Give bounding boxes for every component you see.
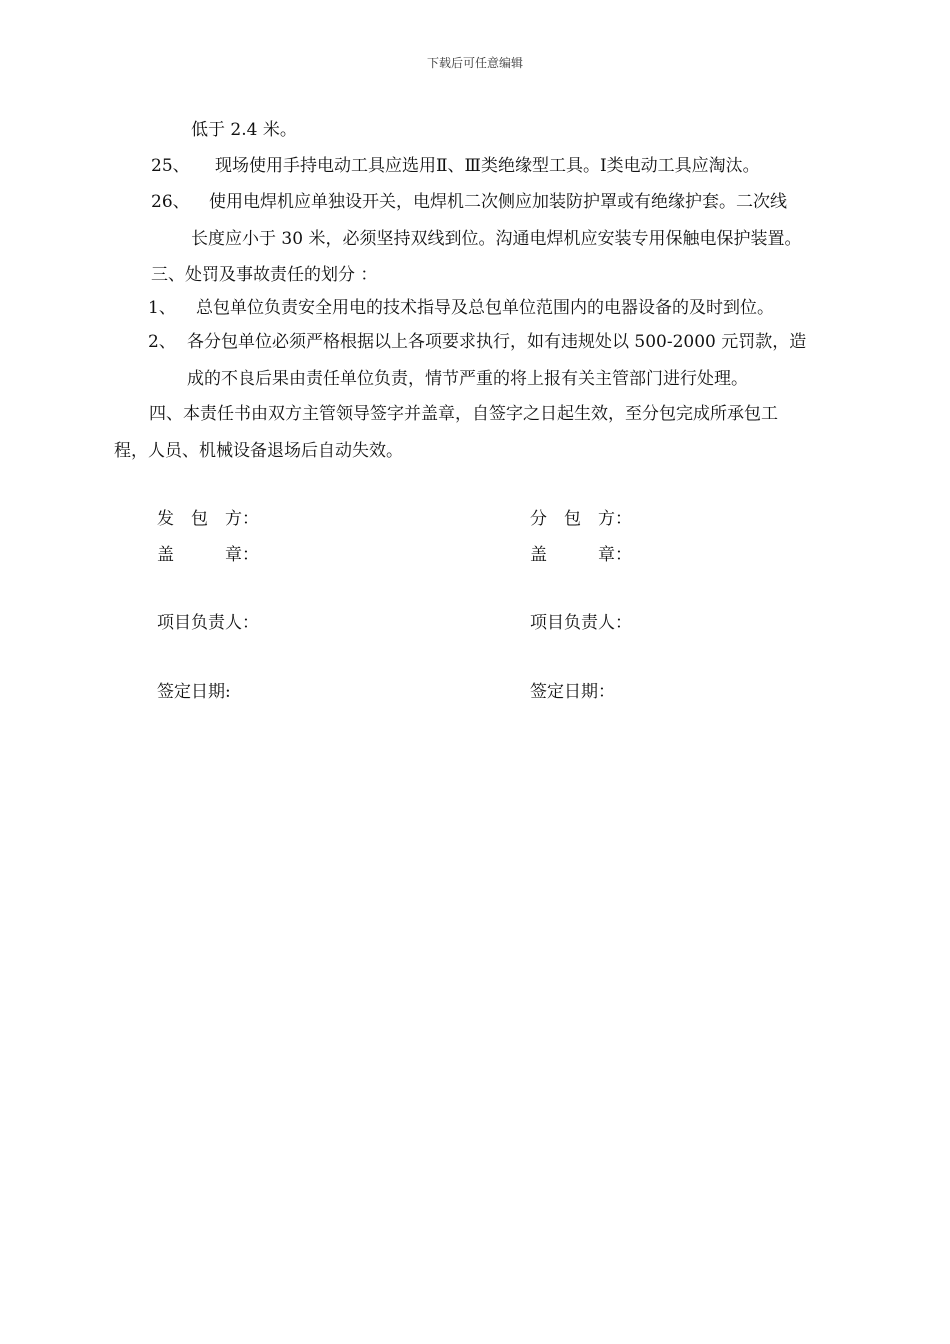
item-25-number: 25、 — [151, 156, 190, 176]
right-date-label: 签定日期： — [530, 682, 615, 702]
item-26-text-line2: 长度应小于 30 米，必须坚持双线到位。沟通电焊机应安装专用保触电保护装置。 — [191, 229, 802, 249]
item-25-text: 现场使用手持电动工具应选用Ⅱ、Ⅲ类绝缘型工具。Ⅰ类电动工具应淘汰。 — [215, 156, 760, 176]
left-date-label: 签定日期: — [157, 682, 231, 702]
left-party-label: 发 包 方： — [157, 509, 259, 529]
section-3-item-2-text-line2: 成的不良后果由责任单位负责，情节严重的将上报有关主管部门进行处理。 — [187, 369, 748, 389]
section-3-item-1 — [148, 297, 774, 319]
left-seal-label: 盖 章： — [157, 545, 259, 565]
left-manager-label: 项目负责人： — [157, 613, 259, 633]
section-3-item-1-number: 1、 — [148, 298, 176, 318]
section-3-item-1-text: 总包单位负责安全用电的技术指导及总包单位范围内的电器设备的及时到位。 — [196, 298, 774, 318]
right-manager-label: 项目负责人： — [530, 613, 632, 633]
section-3-item-2-text-line1: 各分包单位必须严格根据以上各项要求执行，如有违规处以 500-2000 元罚款，造 — [187, 332, 807, 352]
section-4-line1: 四、本责任书由双方主管领导签字并盖章，自签字之日起生效，至分包完成所承包工 — [149, 404, 778, 424]
section-3-item-2-number: 2、 — [148, 332, 176, 352]
continued-line: 低于 2.4 米。 — [191, 120, 297, 140]
right-party-label: 分 包 方： — [530, 509, 632, 529]
page-header-note: 下载后可任意编辑 — [426, 56, 523, 70]
item-26 — [151, 191, 787, 213]
item-26-text-line1: 使用电焊机应单独设开关，电焊机二次侧应加装防护罩或有绝缘护套。二次线 — [209, 192, 787, 212]
section-3-item-2 — [148, 331, 806, 353]
section-3-title: 三、处罚及事故责任的划分 ： — [151, 265, 378, 285]
item-26-number: 26、 — [151, 192, 190, 212]
section-4-line2: 程，人员、机械设备退场后自动失效。 — [114, 441, 403, 461]
item-25 — [151, 155, 760, 177]
right-seal-label: 盖 章： — [530, 545, 632, 565]
